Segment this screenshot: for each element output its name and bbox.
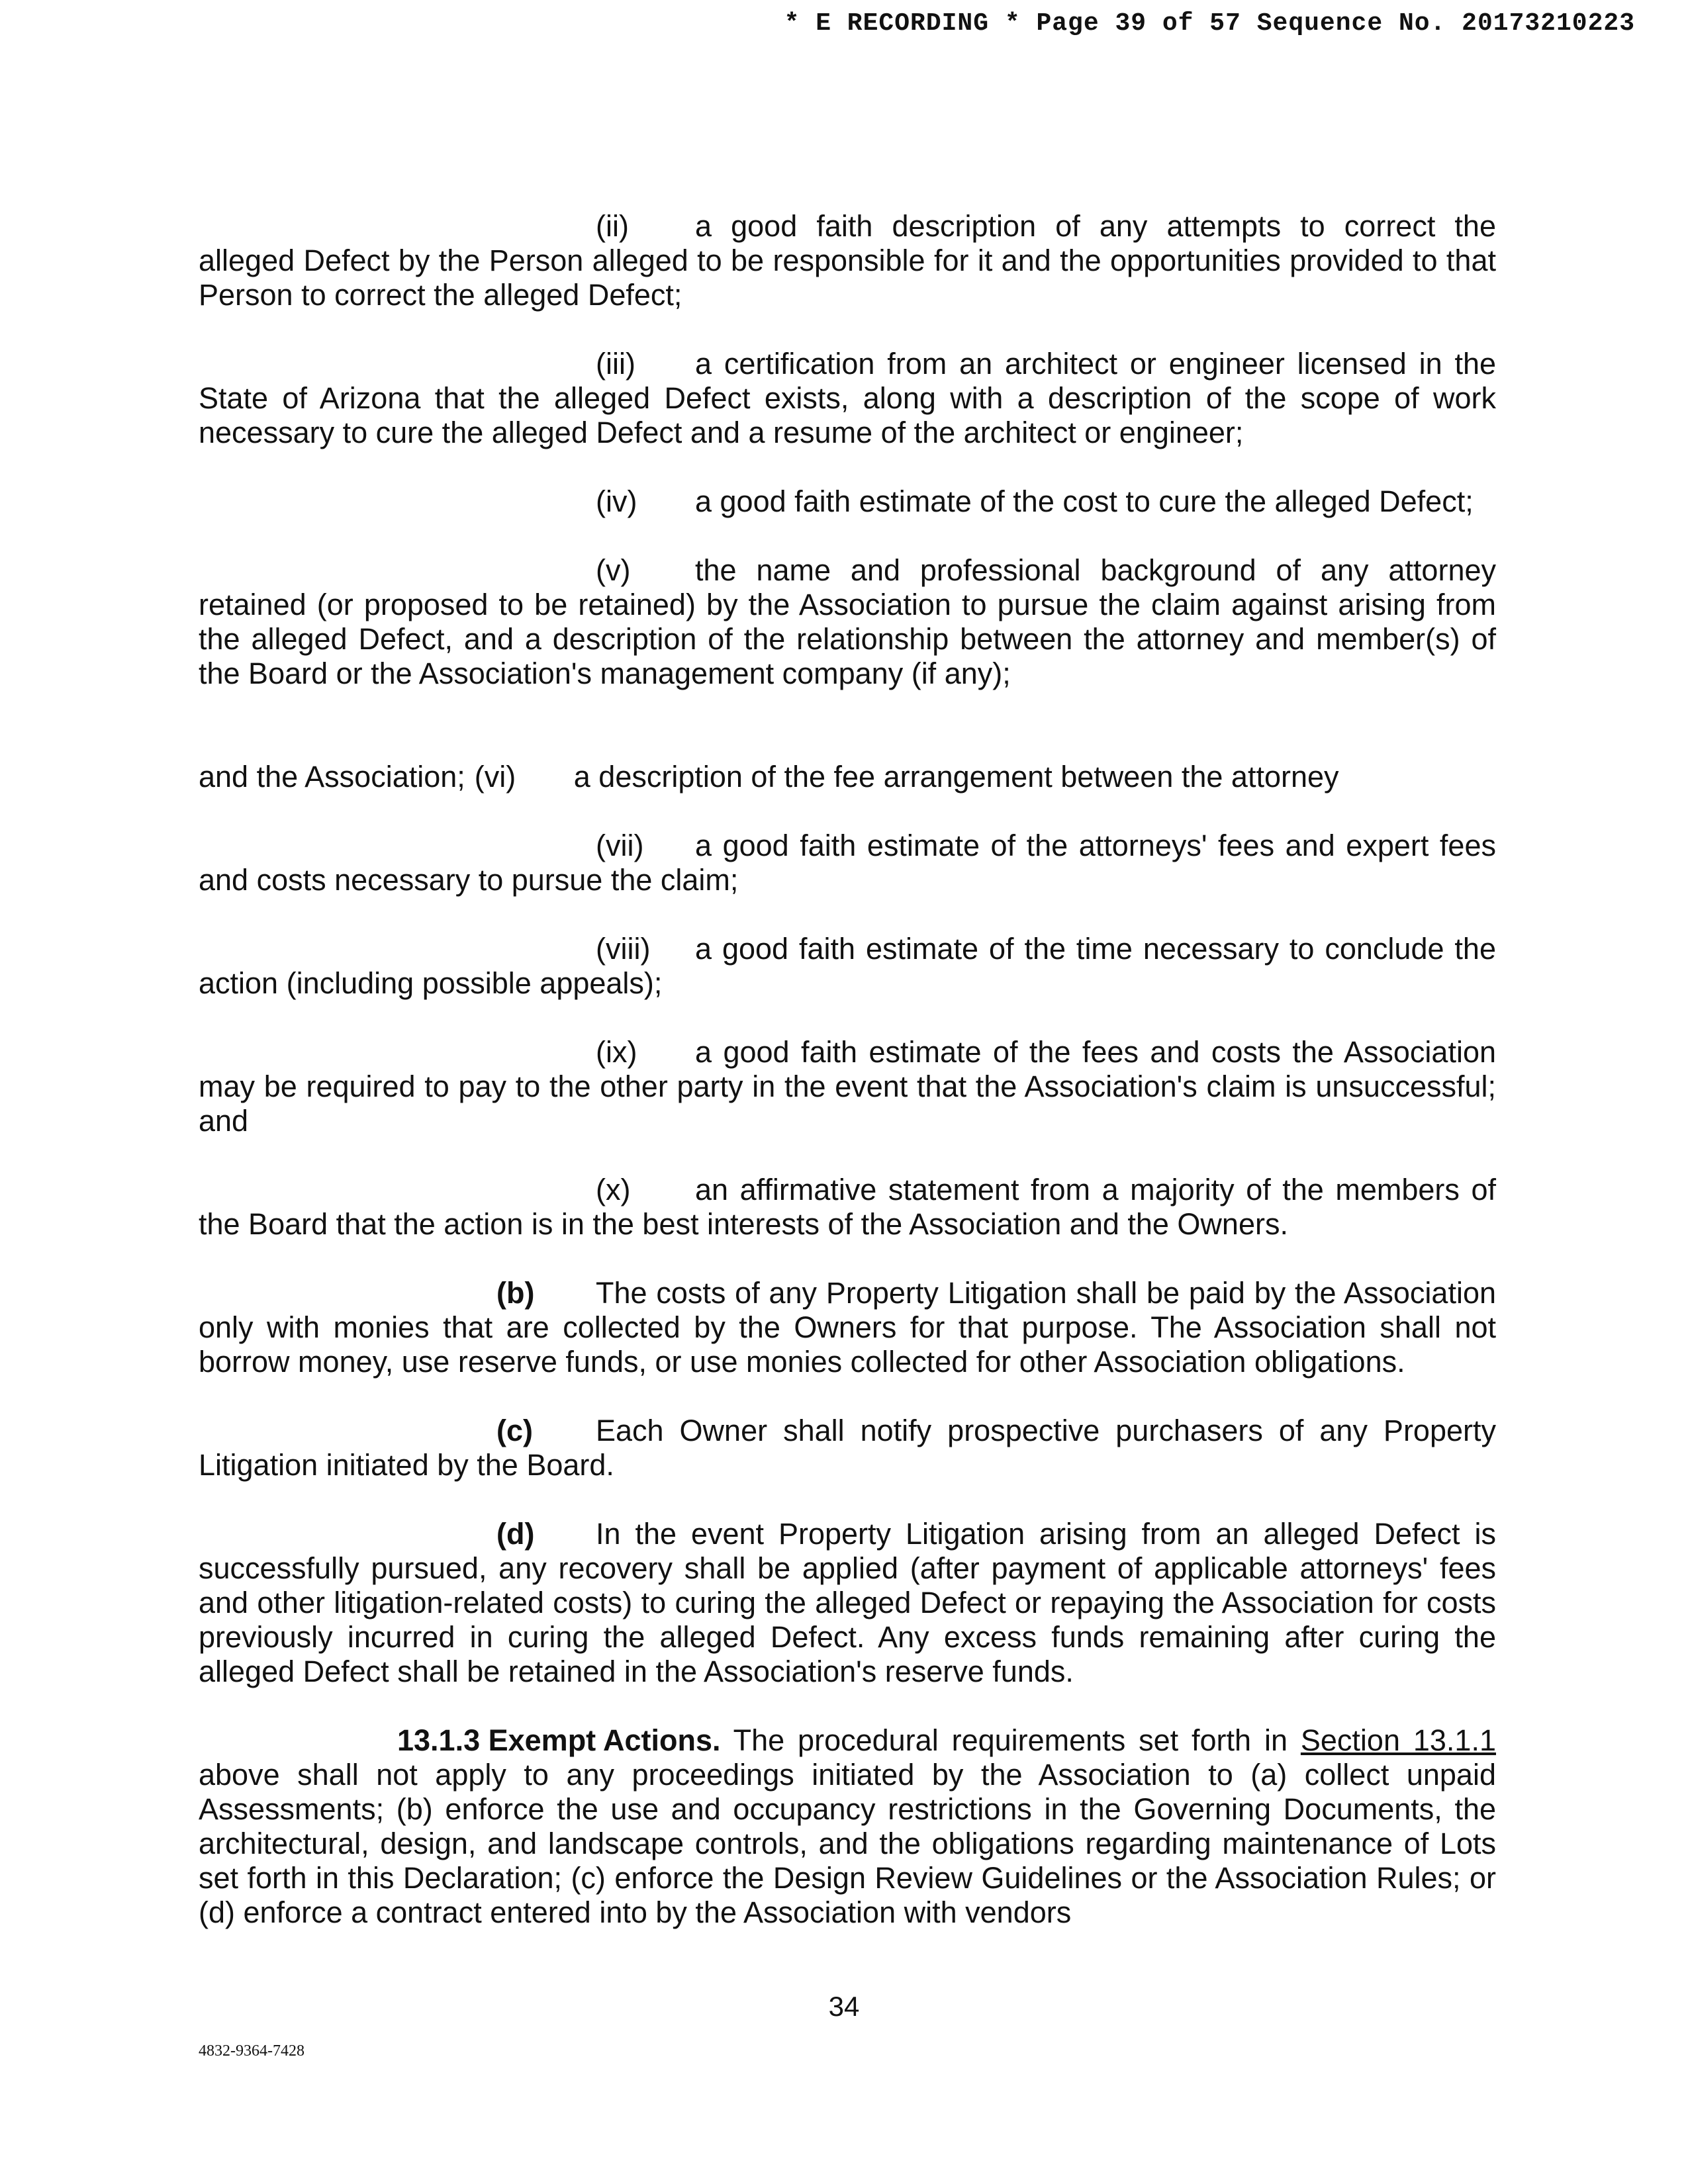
section-reference-link: Section 13.1.1 [1300,1723,1496,1757]
item-number: (iv) [596,484,637,518]
subsection-label: (c) [496,1414,533,1447]
item-text: a good faith estimate of the time necessary to conclude the action (including possible appeals); [199,932,1496,1000]
document-id: 4832-9364-7428 [199,2042,305,2060]
item-number: (viii) [596,932,651,966]
list-item [199,1035,1496,1138]
section-text-continued: above shall not apply to any proceedings initiated by the Association to (a) collect unpaid Assessments; (b) enforce the use and occupancy restrictions in the Governing Documents, the architectural, design, and landscape controls, and the obligations regarding maintenance of Lots set forth in this Declaration; (c) enforce the Design Review Guidelines or the Association Rules; or (d) enforce a contract entered into by the Association with vendors [199,1758,1496,1929]
item-text: a good faith description of any attempts to correct the alleged Defect by the Person alleged to be responsible for it and the opportunities provided to that Person to correct the alleged Defect; [199,209,1496,312]
list-item [199,347,1496,450]
item-text: an affirmative statement from a majority of the members of the Board that the action is in the best interests of the Association and the Owners. [199,1173,1496,1241]
subsection-d [199,1517,1496,1689]
item-number: (ix) [596,1035,637,1069]
item-text: a good faith estimate of the fees and costs the Association may be required to pay to the other party in the event that the Association's claim is unsuccessful; and [199,1035,1496,1138]
subsection-text: Each Owner shall notify prospective purchasers of any Property Litigation initiated by the Board. [199,1414,1496,1482]
subsection-c [199,1414,1496,1482]
subsection-b [199,1276,1496,1379]
section-text: The procedural requirements set forth in [733,1723,1288,1757]
section-13-1-3 [199,1723,1496,1930]
list-item [199,553,1496,691]
document-body [199,209,1496,1930]
item-continuation: and the Association; [199,760,465,794]
item-text: a description of the fee arrangement between the attorney [573,760,1339,794]
list-item [199,829,1496,897]
subsection-label: (d) [496,1517,535,1551]
item-text: a good faith estimate of the attorneys' fees and expert fees and costs necessary to pursue the claim; [199,829,1496,897]
section-heading: 13.1.3 Exempt Actions. [397,1723,721,1757]
item-text: a certification from an architect or engineer licensed in the State of Arizona that the alleged Defect exists, along with a description of the scope of work necessary to cure the alleged Defect and a resume of the architect or engineer; [199,347,1496,449]
subsection-label: (b) [496,1276,535,1310]
item-text: the name and professional background of any attorney retained (or proposed to be retained) by the Association to pursue the claim against arising from the alleged Defect, and a description of the relationship between the attorney and member(s) of the Board or the Association's management company (if any); [199,553,1496,690]
item-number: (vi) [474,760,516,794]
list-item [199,1173,1496,1242]
item-number: (v) [596,553,631,587]
recording-stamp: * E RECORDING * Page 39 of 57 Sequence No. 20173210223 [784,9,1635,38]
item-number: (iii) [596,347,635,381]
item-text: a good faith estimate of the cost to cure the alleged Defect; [695,484,1474,518]
list-item [199,725,1496,794]
item-number: (x) [596,1173,631,1206]
item-number: (ii) [596,209,629,243]
list-item [199,484,1496,519]
list-item [199,932,1496,1001]
page-number: 34 [828,1991,860,2022]
subsection-text: The costs of any Property Litigation shall be paid by the Association only with monies that are collected by the Owners for that purpose. The Association shall not borrow money, use reserve funds, or use monies collected for other Association obligations. [199,1276,1496,1379]
item-number: (vii) [596,829,644,862]
list-item [199,209,1496,312]
subsection-text: In the event Property Litigation arising from an alleged Defect is successfully pursued, any recovery shall be applied (after payment of applicable attorneys' fees and other litigation-related costs) to curing the alleged Defect or repaying the Association for costs previously incurred in curing the alleged Defect. Any excess funds remaining after curing the alleged Defect shall be retained in the Association's reserve funds. [199,1517,1496,1688]
